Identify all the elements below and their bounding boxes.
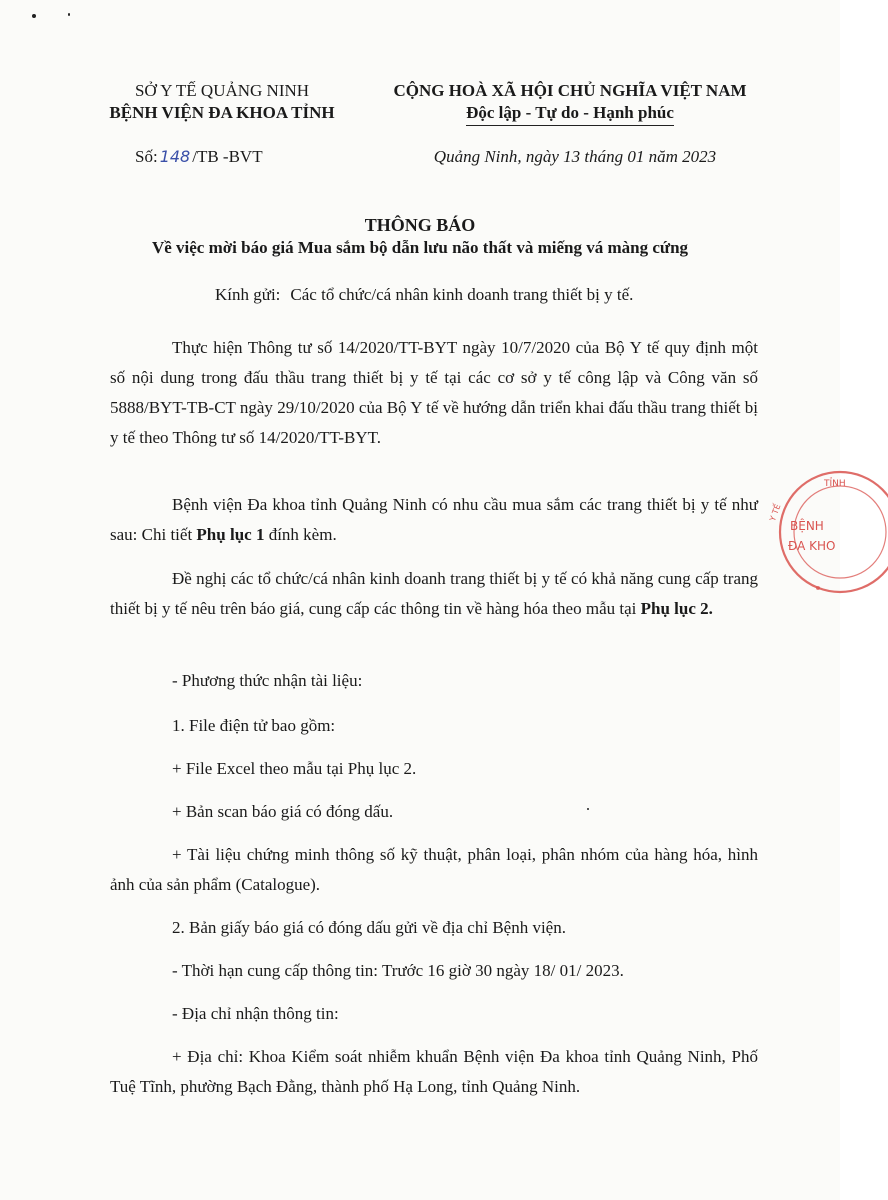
paragraph-legal-basis: Thực hiện Thông tư số 14/2020/TT-BYT ngày 10/7/2020 của Bộ Y tế quy định một số nội dung trong đấu thầu trang thiết bị y tế tại các cơ sở y tế công lập và Công văn số 5888/BYT-TB-CT ngày 29/10/2020 của Bộ Y tế về hướng dẫn triển khai đấu thầu trang thiết bị y tế theo Thông tư số 14/2020/TT-BYT. (110, 338, 758, 447)
item-scan: + Bản scan báo giá có đóng dấu. (172, 802, 394, 821)
issuer-hospital: BỆNH VIỆN ĐA KHOA TỈNH (109, 103, 335, 122)
paragraph-request-text: Đề nghị các tổ chức/cá nhân kinh doanh trang thiết bị y tế có khả năng cung cấp trang thiết bị y tế nêu trên báo giá, cung cấp các thông tin về hàng hóa theo mẫu tại (110, 569, 758, 618)
recipient-line (215, 284, 633, 306)
recipient-label: Kính gửi: (215, 285, 281, 304)
red-seal-stamp (768, 470, 888, 600)
paragraph-need-tail: đính kèm. (264, 525, 337, 544)
item-supporting-docs: + Tài liệu chứng minh thông số kỹ thuật, phân loại, phân nhóm của hàng hóa, hình ảnh của sản phẩm (Catalogue). (110, 845, 758, 894)
date-line: Quảng Ninh, ngày 13 tháng 01 năm 2023 (433, 147, 717, 166)
document-number (135, 146, 263, 168)
paragraph-need (110, 490, 758, 550)
document-subtitle: Về việc mời báo giá Mua sắm bộ dẫn lưu não thất và miếng vá màng cứng (151, 238, 689, 257)
national-name: CỘNG HOÀ XÃ HỘI CHỦ NGHĨA VIỆT NAM (393, 81, 747, 100)
paragraph-need-text: Bệnh viện Đa khoa tỉnh Quảng Ninh có nhu cầu mua sắm các trang thiết bị y tế như sau: Chi tiết (110, 495, 758, 544)
national-motto: Độc lập - Tự do - Hạnh phúc (466, 102, 674, 126)
issuer-header (72, 80, 372, 124)
item-method: - Phương thức nhận tài liệu: (172, 671, 363, 690)
item-address: + Địa chỉ: Khoa Kiểm soát nhiễm khuẩn Bệnh viện Đa khoa tỉnh Quảng Ninh, Phố Tuệ Tĩnh, phường Bạch Đằng, thành phố Hạ Long, tỉnh Quảng Ninh. (110, 1047, 758, 1096)
seal-text-top: TỈNH (824, 479, 846, 489)
appendix-1-ref: Phụ lục 1 (196, 525, 265, 544)
item-excel: + File Excel theo mẫu tại Phụ lục 2. (172, 759, 417, 778)
appendix-2-ref: Phụ lục 2. (640, 599, 713, 618)
document-number-handwritten: 148 (159, 147, 191, 166)
national-header (380, 80, 760, 126)
document-number-suffix: /TB -BVT (192, 147, 263, 166)
seal-text-line2: ĐA KHO (788, 539, 836, 553)
paragraph-request (110, 564, 758, 624)
seal-text-line1: BỆNH (790, 519, 824, 533)
item-paper: 2. Bản giấy báo giá có đóng dấu gửi về địa chỉ Bệnh viện. (172, 918, 566, 937)
item-electronic: 1. File điện tử bao gồm: (172, 716, 336, 735)
item-deadline: - Thời hạn cung cấp thông tin: Trước 16 giờ 30 ngày 18/ 01/ 2023. (172, 961, 624, 980)
document-number-prefix: Số: (135, 147, 158, 166)
seal-icon (768, 470, 888, 600)
document-title: THÔNG BÁO (364, 215, 476, 235)
recipient-text: Các tổ chức/cá nhân kinh doanh trang thiết bị y tế. (290, 285, 634, 304)
seal-text-side: Y TẾ (768, 503, 783, 523)
item-address-label: - Địa chỉ nhận thông tin: (172, 1004, 339, 1023)
scan-speck (32, 14, 36, 18)
issuer-department: SỞ Y TẾ QUẢNG NINH (134, 81, 310, 100)
scan-speck (68, 13, 70, 16)
